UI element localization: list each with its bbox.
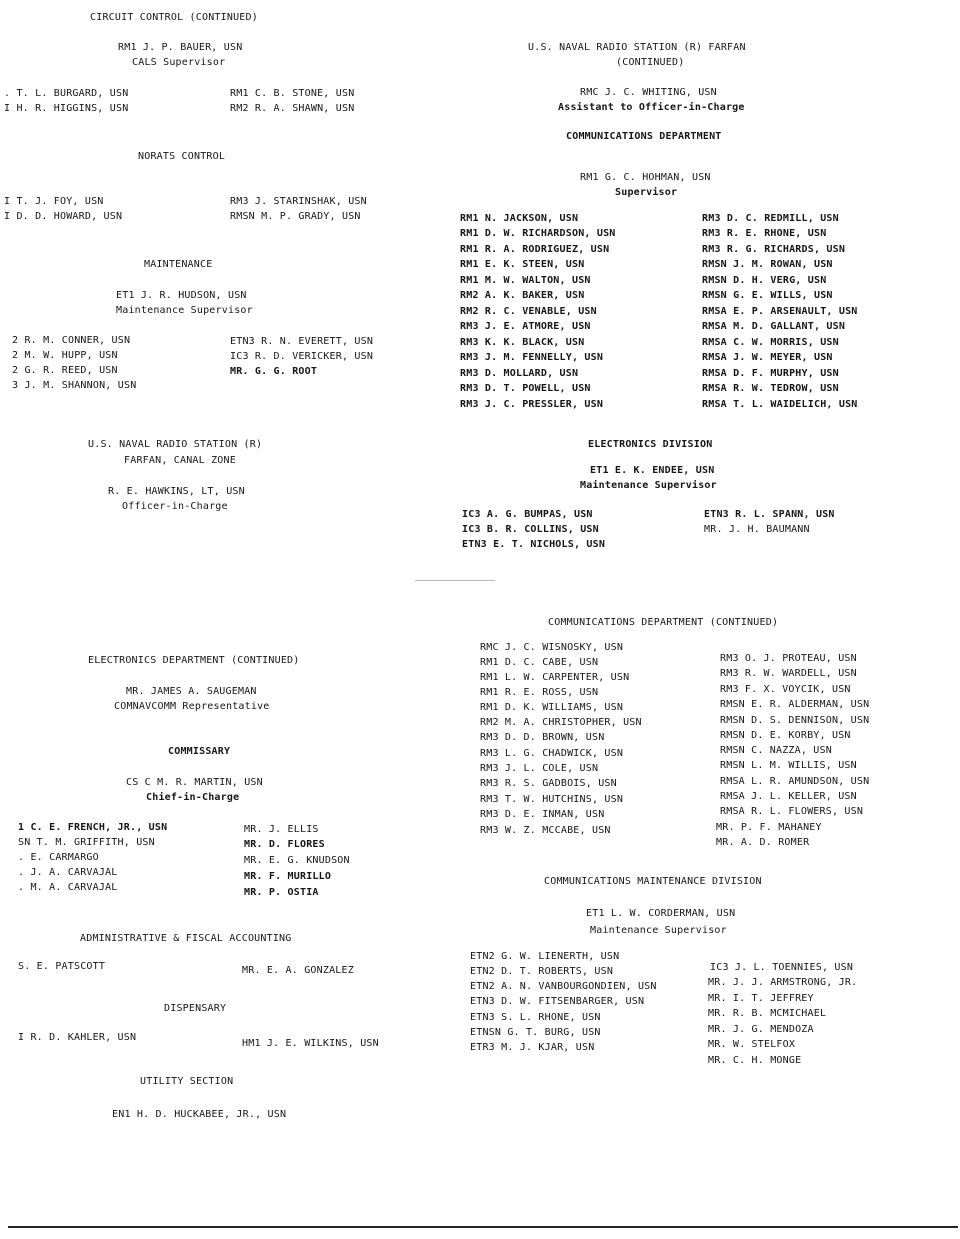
maintenance-staff-right: ETN3 R. N. EVERETT, USN xyxy=(230,336,374,347)
comm-maintenance-staff-right: MR. I. T. JEFFREY xyxy=(708,993,814,1004)
comm-cont-staff-left: RM1 D. C. CABE, USN xyxy=(480,657,599,668)
comm-staff-left: RM1 M. W. WALTON, USN xyxy=(460,275,591,286)
electronics-supervisor-title: Maintenance Supervisor xyxy=(580,480,717,491)
comm-cont-staff-left: RM2 M. A. CHRISTOPHER, USN xyxy=(480,717,642,728)
officer-in-charge-name: R. E. HAWKINS, LT, USN xyxy=(108,486,245,497)
maintenance-staff-right: IC3 R. D. VERICKER, USN xyxy=(230,351,374,362)
comm-staff-right: RMSN J. M. ROWAN, USN xyxy=(702,259,833,270)
comm-staff-right: RMSA M. D. GALLANT, USN xyxy=(702,321,846,332)
dispensary-heading: DISPENSARY xyxy=(164,1003,227,1014)
comm-maintenance-staff-right: MR. R. B. MCMICHAEL xyxy=(708,1008,827,1019)
commissary-staff-right: MR. F. MURILLO xyxy=(244,871,332,882)
comm-cont-staff-right: RMSN C. NAZZA, USN xyxy=(720,745,832,756)
assistant-oic-title: Assistant to Officer-in-Charge xyxy=(558,102,745,113)
comm-staff-right: RMSA J. W. MEYER, USN xyxy=(702,352,833,363)
comm-staff-left: RM3 J. M. FENNELLY, USN xyxy=(460,352,604,363)
admin-fiscal-staff-right: MR. E. A. GONZALEZ xyxy=(242,965,354,976)
comm-staff-right: RM3 R. G. RICHARDS, USN xyxy=(702,244,846,255)
comm-cont-staff-right: RM3 O. J. PROTEAU, USN xyxy=(720,653,857,664)
comm-staff-left: RM2 A. K. BAKER, USN xyxy=(460,290,585,301)
page-crease xyxy=(415,580,495,581)
comm-staff-left: RM3 J. C. PRESSLER, USN xyxy=(460,399,604,410)
comm-staff-left: RM1 D. W. RICHARDSON, USN xyxy=(460,228,616,239)
commissary-staff-right: MR. P. OSTIA xyxy=(244,887,319,898)
commissary-chief-name: CS C M. R. MARTIN, USN xyxy=(126,777,263,788)
dispensary-staff-right: HM1 J. E. WILKINS, USN xyxy=(242,1038,379,1049)
comm-cont-staff-right: RM3 F. X. VOYCIK, USN xyxy=(720,684,851,695)
station-continued-heading: U.S. NAVAL RADIO STATION (R) FARFAN xyxy=(528,42,746,53)
electronics-staff-left: ETN3 E. T. NICHOLS, USN xyxy=(462,539,606,550)
comm-maintenance-supervisor-name: ET1 L. W. CORDERMAN, USN xyxy=(586,908,736,919)
comm-cont-staff-right: RMSN D. E. KORBY, USN xyxy=(720,730,851,741)
maintenance-supervisor-title: Maintenance Supervisor xyxy=(116,305,253,316)
station-continued-subheading: (CONTINUED) xyxy=(616,57,685,68)
circuit-staff-left: I H. R. HIGGINS, USN xyxy=(4,103,129,114)
comm-cont-staff-left: RM3 T. W. HUTCHINS, USN xyxy=(480,794,624,805)
officer-in-charge-title: Officer-in-Charge xyxy=(122,501,228,512)
norats-control-heading: NORATS CONTROL xyxy=(138,151,226,162)
maintenance-supervisor-name: ET1 J. R. HUDSON, USN xyxy=(116,290,247,301)
maintenance-staff-left: 2 M. W. HUPP, USN xyxy=(12,350,118,361)
comm-maintenance-staff-right: MR. J. G. MENDOZA xyxy=(708,1024,814,1035)
comm-cont-staff-left: RM3 W. Z. MCCABE, USN xyxy=(480,825,611,836)
comm-maintenance-staff-right: IC3 J. L. TOENNIES, USN xyxy=(710,962,854,973)
comm-staff-right: RMSN G. E. WILLS, USN xyxy=(702,290,833,301)
commissary-staff-left: . E. CARMARGO xyxy=(18,852,99,863)
station-heading-line1: U.S. NAVAL RADIO STATION (R) xyxy=(88,439,263,450)
comm-maintenance-staff-left: ETN2 A. N. VANBOURGONDIEN, USN xyxy=(470,981,657,992)
circuit-staff-left: . T. L. BURGARD, USN xyxy=(4,88,129,99)
comm-maintenance-staff-left: ETN3 S. L. RHONE, USN xyxy=(470,1012,601,1023)
comm-cont-staff-right: MR. A. D. ROMER xyxy=(716,837,810,848)
comm-cont-staff-right: RMSN E. R. ALDERMAN, USN xyxy=(720,699,870,710)
comm-cont-staff-right: RMSA J. L. KELLER, USN xyxy=(720,791,857,802)
comm-cont-staff-left: RM3 D. E. INMAN, USN xyxy=(480,809,605,820)
cals-supervisor-title: CALS Supervisor xyxy=(132,57,226,68)
electronics-staff-right: ETN3 R. L. SPANN, USN xyxy=(704,509,835,520)
utility-section-name: EN1 H. D. HUCKABEE, JR., USN xyxy=(112,1109,287,1120)
maintenance-heading: MAINTENANCE xyxy=(144,259,213,270)
comm-cont-staff-left: RM1 D. K. WILLIAMS, USN xyxy=(480,702,624,713)
comm-maintenance-staff-right: MR. C. H. MONGE xyxy=(708,1055,802,1066)
commissary-staff-right: MR. E. G. KNUDSON xyxy=(244,855,350,866)
commissary-staff-left: 1 C. E. FRENCH, JR., USN xyxy=(18,822,168,833)
comm-cont-staff-right: RMSN L. M. WILLIS, USN xyxy=(720,760,857,771)
comm-cont-staff-right: MR. P. F. MAHANEY xyxy=(716,822,822,833)
admin-fiscal-heading: ADMINISTRATIVE & FISCAL ACCOUNTING xyxy=(80,933,292,944)
comm-staff-left: RM1 N. JACKSON, USN xyxy=(460,213,579,224)
comm-staff-left: RM3 D. T. POWELL, USN xyxy=(460,383,591,394)
comm-cont-staff-left: RM3 D. D. BROWN, USN xyxy=(480,732,605,743)
comm-cont-staff-left: RMC J. C. WISNOSKY, USN xyxy=(480,642,624,653)
comm-maintenance-staff-left: ETN2 D. T. ROBERTS, USN xyxy=(470,966,614,977)
communications-dept-continued-heading: COMMUNICATIONS DEPARTMENT (CONTINUED) xyxy=(548,617,779,628)
comm-staff-right: RM3 D. C. REDMILL, USN xyxy=(702,213,839,224)
dispensary-staff-left: I R. D. KAHLER, USN xyxy=(18,1032,137,1043)
commissary-staff-left: . M. A. CARVAJAL xyxy=(18,882,118,893)
norats-staff-right: RM3 J. STARINSHAK, USN xyxy=(230,196,367,207)
commissary-staff-left: SN T. M. GRIFFITH, USN xyxy=(18,837,155,848)
comm-staff-right: RMSA E. P. ARSENAULT, USN xyxy=(702,306,858,317)
comnavcomm-rep-title: COMNAVCOMM Representative xyxy=(114,701,270,712)
comm-maintenance-staff-left: ETR3 M. J. KJAR, USN xyxy=(470,1042,595,1053)
cals-supervisor-name: RM1 J. P. BAUER, USN xyxy=(118,42,243,53)
admin-fiscal-staff-left: S. E. PATSCOTT xyxy=(18,961,106,972)
comm-cont-staff-right: RMSN D. S. DENNISON, USN xyxy=(720,715,870,726)
communications-supervisor-name: RM1 G. C. HOHMAN, USN xyxy=(580,172,711,183)
electronics-staff-left: IC3 B. R. COLLINS, USN xyxy=(462,524,599,535)
comm-cont-staff-left: RM3 L. G. CHADWICK, USN xyxy=(480,748,624,759)
comm-cont-staff-left: RM3 R. S. GADBOIS, USN xyxy=(480,778,617,789)
norats-staff-left: I D. D. HOWARD, USN xyxy=(4,211,123,222)
comm-staff-left: RM1 E. K. STEEN, USN xyxy=(460,259,585,270)
comm-cont-staff-right: RMSA R. L. FLOWERS, USN xyxy=(720,806,864,817)
comm-cont-staff-left: RM1 L. W. CARPENTER, USN xyxy=(480,672,630,683)
communications-department-heading: COMMUNICATIONS DEPARTMENT xyxy=(566,131,722,142)
comm-cont-staff-right: RMSA L. R. AMUNDSON, USN xyxy=(720,776,870,787)
comm-staff-right: RM3 R. E. RHONE, USN xyxy=(702,228,827,239)
comm-staff-left: RM3 D. MOLLARD, USN xyxy=(460,368,579,379)
electronics-division-heading: ELECTRONICS DIVISION xyxy=(588,439,713,450)
electronics-staff-right: MR. J. H. BAUMANN xyxy=(704,524,810,535)
maintenance-staff-left: 2 R. M. CONNER, USN xyxy=(12,335,131,346)
maintenance-staff-left: 3 J. M. SHANNON, USN xyxy=(12,380,137,391)
electronics-staff-left: IC3 A. G. BUMPAS, USN xyxy=(462,509,593,520)
electronics-dept-continued-heading: ELECTRONICS DEPARTMENT (CONTINUED) xyxy=(88,655,300,666)
communications-supervisor-title: Supervisor xyxy=(615,187,678,198)
commissary-staff-right: MR. D. FLORES xyxy=(244,839,325,850)
circuit-control-heading: CIRCUIT CONTROL (CONTINUED) xyxy=(90,12,258,23)
comm-staff-left: RM3 J. E. ATMORE, USN xyxy=(460,321,591,332)
comm-maintenance-staff-left: ETN2 G. W. LIENERTH, USN xyxy=(470,951,620,962)
comm-maintenance-staff-right: MR. J. J. ARMSTRONG, JR. xyxy=(708,977,858,988)
commissary-staff-left: . J. A. CARVAJAL xyxy=(18,867,118,878)
comm-maintenance-staff-right: MR. W. STELFOX xyxy=(708,1039,796,1050)
comm-staff-right: RMSA R. W. TEDROW, USN xyxy=(702,383,839,394)
station-heading-line2: FARFAN, CANAL ZONE xyxy=(124,455,236,466)
norats-staff-left: I T. J. FOY, USN xyxy=(4,196,104,207)
comm-staff-right: RMSA C. W. MORRIS, USN xyxy=(702,337,839,348)
comm-staff-right: RMSN D. H. VERG, USN xyxy=(702,275,827,286)
norats-staff-right: RMSN M. P. GRADY, USN xyxy=(230,211,361,222)
comm-staff-right: RMSA D. F. MURPHY, USN xyxy=(702,368,839,379)
comm-maintenance-division-heading: COMMUNICATIONS MAINTENANCE DIVISION xyxy=(544,876,762,887)
circuit-staff-right: RM1 C. B. STONE, USN xyxy=(230,88,355,99)
comm-staff-right: RMSA T. L. WAIDELICH, USN xyxy=(702,399,858,410)
commissary-chief-title: Chief-in-Charge xyxy=(146,792,240,803)
comm-staff-left: RM3 K. K. BLACK, USN xyxy=(460,337,585,348)
commissary-staff-right: MR. J. ELLIS xyxy=(244,824,319,835)
comm-cont-staff-left: RM3 J. L. COLE, USN xyxy=(480,763,599,774)
comm-maintenance-supervisor-title: Maintenance Supervisor xyxy=(590,925,727,936)
assistant-oic-name: RMC J. C. WHITING, USN xyxy=(580,87,717,98)
comm-cont-staff-right: RM3 R. W. WARDELL, USN xyxy=(720,668,857,679)
comm-staff-left: RM2 R. C. VENABLE, USN xyxy=(460,306,597,317)
electronics-supervisor-name: ET1 E. K. ENDEE, USN xyxy=(590,465,715,476)
comm-maintenance-staff-left: ETNSN G. T. BURG, USN xyxy=(470,1027,601,1038)
maintenance-staff-left: 2 G. R. REED, USN xyxy=(12,365,118,376)
comm-staff-left: RM1 R. A. RODRIGUEZ, USN xyxy=(460,244,610,255)
maintenance-staff-right: MR. G. G. ROOT xyxy=(230,366,318,377)
circuit-staff-right: RM2 R. A. SHAWN, USN xyxy=(230,103,355,114)
commissary-heading: COMMISSARY xyxy=(168,746,231,757)
comm-maintenance-staff-left: ETN3 D. W. FITSENBARGER, USN xyxy=(470,996,645,1007)
utility-section-heading: UTILITY SECTION xyxy=(140,1076,234,1087)
comnavcomm-rep-name: MR. JAMES A. SAUGEMAN xyxy=(126,686,257,697)
comm-cont-staff-left: RM1 R. E. ROSS, USN xyxy=(480,687,599,698)
page-bottom-rule xyxy=(8,1226,958,1228)
